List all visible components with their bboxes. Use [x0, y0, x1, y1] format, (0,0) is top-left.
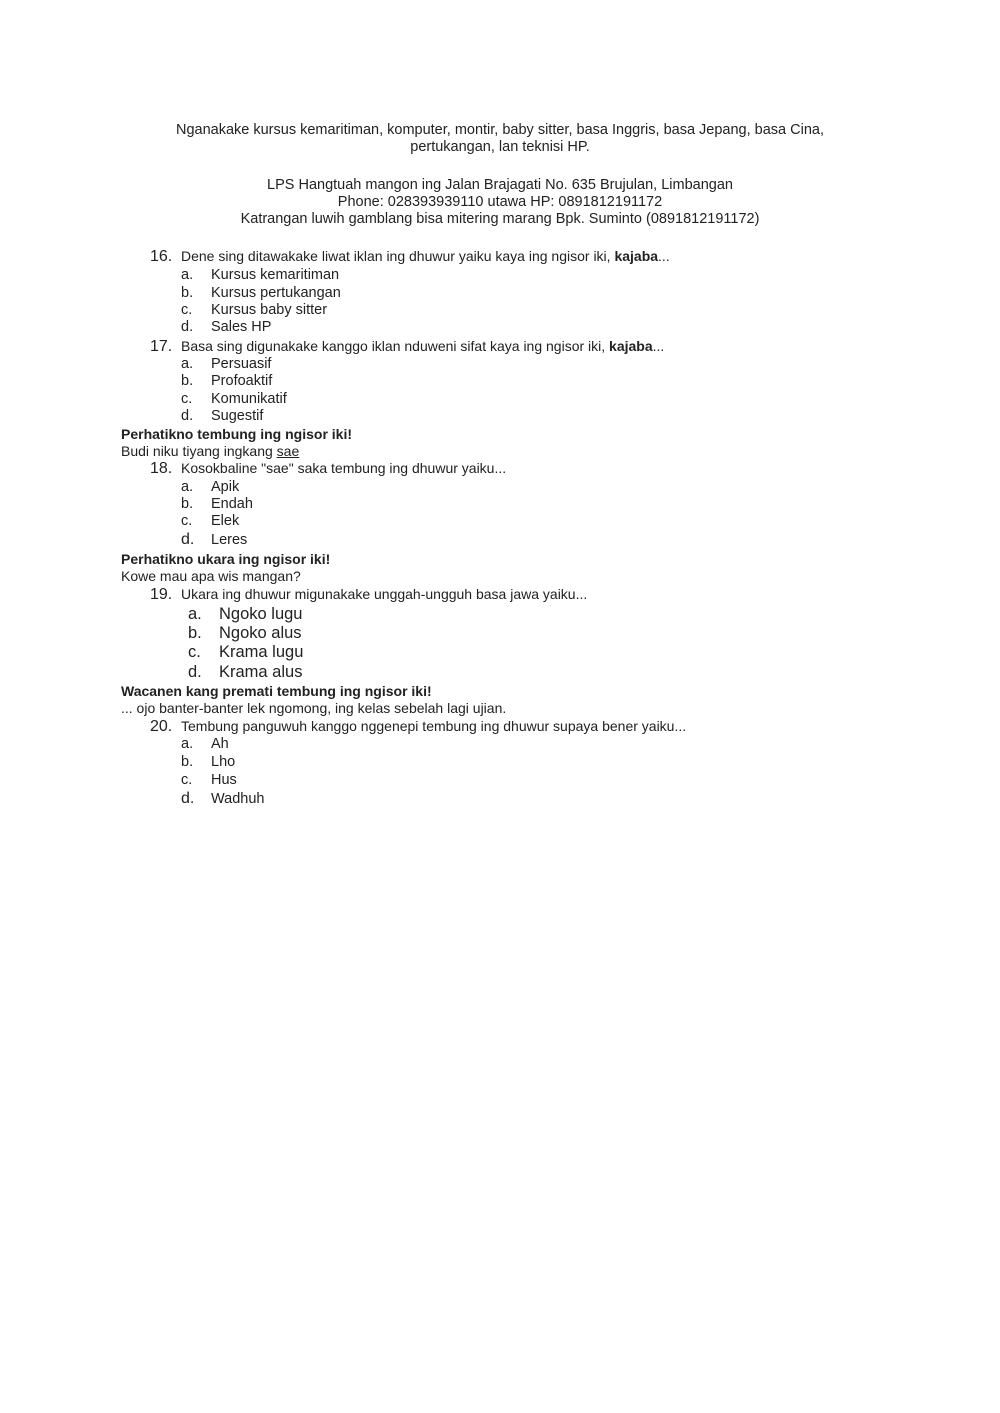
q16-option-b[interactable] [181, 285, 341, 301]
question-number: 16. [150, 248, 173, 265]
ad-contact: Katrangan luwih gamblang bisa mitering marang Bpk. Suminto (0891812191172) [240, 211, 760, 227]
q18-option-c[interactable] [181, 513, 239, 529]
option-text: Wadhuh [211, 791, 265, 807]
option-letter: b. [181, 285, 194, 301]
ad-line-1: Nganakake kursus kemaritiman, komputer, montir, baby sitter, basa Inggris, basa Jepang, basa Cina, [175, 122, 824, 138]
q16-option-a[interactable] [181, 267, 339, 283]
option-letter: d. [181, 790, 195, 807]
option-text: Sugestif [211, 408, 264, 424]
option-text: Ah [211, 736, 229, 752]
question-tail: ... [652, 338, 665, 354]
option-text: Profoaktif [211, 373, 273, 389]
option-text: Ngoko alus [219, 624, 302, 642]
q17-option-d[interactable] [181, 408, 263, 424]
underlined-word: sae [276, 443, 300, 459]
option-text: Krama alus [219, 663, 303, 681]
question-text: Dene sing ditawakake liwat iklan ing dhuwur yaiku kaya ing ngisor iki, [181, 248, 615, 264]
option-letter: b. [181, 496, 194, 512]
option-letter: d. [181, 408, 194, 424]
option-letter: b. [181, 373, 194, 389]
q16-option-d[interactable] [181, 319, 271, 335]
question-tail: ... [658, 248, 670, 264]
question-text: Kosokbaline "sae" saka tembung ing dhuwur yaiku... [181, 460, 507, 476]
section-19-sentence: Kowe mau apa wis mangan? [121, 568, 301, 584]
q16-option-c[interactable] [181, 302, 327, 318]
option-text: Kursus kemaritiman [211, 267, 340, 283]
question-number: 17. [150, 338, 173, 355]
question-emphasis: kajaba [614, 248, 659, 264]
option-letter: c. [188, 643, 201, 661]
option-letter: a. [181, 356, 194, 372]
option-text: Krama lugu [219, 643, 304, 661]
q20-option-a[interactable] [181, 736, 229, 752]
question-16 [150, 248, 670, 266]
sentence-text: Budi niku tiyang ingkang [121, 443, 277, 459]
option-letter: c. [181, 772, 193, 788]
option-text: Endah [211, 496, 253, 512]
option-letter: b. [181, 754, 194, 770]
q17-option-b[interactable] [181, 373, 272, 389]
question-number: 19. [150, 586, 173, 603]
question-number: 18. [150, 460, 173, 477]
question-20 [150, 718, 686, 736]
option-letter: c. [181, 513, 193, 529]
q20-option-d[interactable] [181, 790, 264, 808]
option-text: Kursus baby sitter [211, 302, 328, 318]
ad-address: LPS Hangtuah mangon ing Jalan Brajagati No. 635 Brujulan, Limbangan [267, 177, 733, 193]
q19-option-a[interactable] [188, 605, 302, 624]
question-number: 20. [150, 718, 173, 735]
question-text: Ukara ing dhuwur migunakake unggah-ungguh basa jawa yaiku... [181, 586, 588, 602]
q19-option-b[interactable] [188, 624, 302, 643]
question-19 [150, 586, 587, 604]
q20-option-c[interactable] [181, 772, 237, 788]
section-19-heading: Perhatikno ukara ing ngisor iki! [121, 551, 331, 567]
q18-option-b[interactable] [181, 496, 253, 512]
option-letter: c. [181, 391, 193, 407]
option-letter: a. [181, 736, 194, 752]
q20-option-b[interactable] [181, 754, 235, 770]
q17-option-c[interactable] [181, 391, 287, 407]
option-letter: d. [181, 319, 194, 335]
option-letter: a. [181, 267, 194, 283]
q17-option-a[interactable] [181, 356, 271, 372]
ad-line-2: pertukangan, lan teknisi HP. [410, 139, 590, 155]
section-18-heading: Perhatikno tembung ing ngisor iki! [121, 426, 353, 442]
question-text: Tembung panguwuh kanggo nggenepi tembung ing dhuwur supaya bener yaiku... [181, 718, 687, 734]
option-letter: b. [188, 624, 202, 642]
question-18 [150, 460, 506, 478]
option-text: Elek [211, 513, 240, 529]
option-text: Lho [211, 754, 236, 770]
option-text: Leres [211, 532, 248, 548]
q18-option-d[interactable] [181, 531, 247, 549]
option-letter: d. [181, 531, 195, 548]
option-letter: d. [188, 663, 202, 681]
option-text: Sales HP [211, 319, 272, 335]
option-text: Ngoko lugu [219, 605, 303, 623]
option-text: Apik [211, 479, 240, 495]
option-letter: a. [188, 605, 202, 623]
question-text: Basa sing digunakake kanggo iklan nduweni sifat kaya ing ngisor iki, [181, 338, 610, 354]
option-text: Persuasif [211, 356, 272, 372]
q18-option-a[interactable] [181, 479, 239, 495]
option-letter: c. [181, 302, 193, 318]
option-text: Komunikatif [211, 391, 287, 407]
question-emphasis: kajaba [609, 338, 653, 354]
section-18-sentence [121, 443, 299, 459]
q19-option-d[interactable] [188, 663, 302, 682]
q19-option-c[interactable] [188, 643, 303, 662]
section-20-sentence: ... ojo banter-banter lek ngomong, ing kelas sebelah lagi ujian. [121, 700, 507, 716]
option-text: Hus [211, 772, 237, 788]
section-20-heading: Wacanen kang premati tembung ing ngisor iki! [121, 683, 432, 699]
option-text: Kursus pertukangan [211, 285, 341, 301]
question-17 [150, 338, 664, 356]
option-letter: a. [181, 479, 194, 495]
ad-phone: Phone: 028393939110 utawa HP: 0891812191172 [337, 194, 663, 210]
